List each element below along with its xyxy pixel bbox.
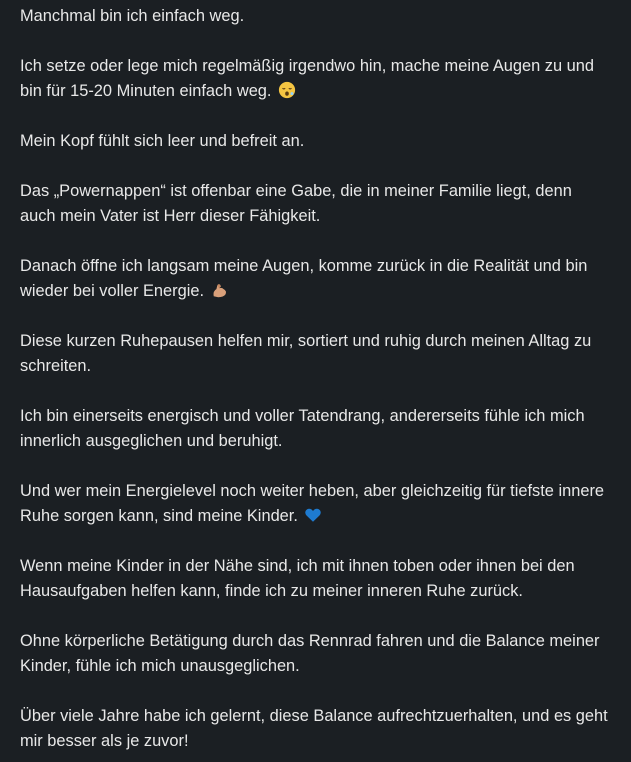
post-paragraph xyxy=(20,54,611,104)
post-paragraph xyxy=(20,629,611,679)
post-paragraph xyxy=(20,179,611,229)
post-paragraph xyxy=(20,404,611,454)
paragraph-text: Das „Powernappen“ ist offenbar eine Gabe, die in meiner Familie liegt, denn auch mein Vater ist Herr dieser Fähigkeit. xyxy=(20,182,572,225)
paragraph-text: Wenn meine Kinder in der Nähe sind, ich mit ihnen toben oder ihnen bei den Hausaufgaben helfen kann, finde ich zu meiner inneren Ruhe zurück. xyxy=(20,557,575,600)
paragraph-text: Ich bin einerseits energisch und voller Tatendrang, andererseits fühle ich mich innerlich ausgeglichen und beruhigt. xyxy=(20,407,585,450)
paragraph-text: Ohne körperliche Betätigung durch das Rennrad fahren und die Balance meiner Kinder, fühle ich mich unausgeglichen. xyxy=(20,632,600,675)
post-paragraph xyxy=(20,254,611,304)
post-paragraph xyxy=(20,329,611,379)
paragraph-text: Und wer mein Energielevel noch weiter heben, aber gleichzeitig für tiefste innere Ruhe sorgen kann, sind meine Kinder. xyxy=(20,482,605,525)
paragraph-text: Ich setze oder lege mich regelmäßig irgendwo hin, mache meine Augen zu und bin für 15-20 Minuten einfach weg. xyxy=(20,57,594,100)
blue-heart-icon xyxy=(304,506,322,524)
paragraph-text: Manchmal bin ich einfach weg. xyxy=(20,7,245,25)
post-paragraph xyxy=(20,554,611,604)
paragraph-text: Über viele Jahre habe ich gelernt, diese Balance aufrechtzuerhalten, und es geht mir besser als je zuvor! xyxy=(20,707,608,750)
paragraph-text: Mein Kopf fühlt sich leer und befreit an. xyxy=(20,132,305,150)
post-paragraph xyxy=(20,4,611,29)
post-paragraph xyxy=(20,704,611,754)
post-paragraph xyxy=(20,479,611,529)
paragraph-text: Diese kurzen Ruhepausen helfen mir, sortiert und ruhig durch meinen Alltag zu schreiten. xyxy=(20,332,592,375)
post-paragraph xyxy=(20,129,611,154)
paragraph-text: Danach öffne ich langsam meine Augen, komme zurück in die Realität und bin wieder bei voller Energie. xyxy=(20,257,588,300)
sleeping-face-icon xyxy=(278,81,296,99)
flexed-biceps-icon xyxy=(211,281,229,299)
